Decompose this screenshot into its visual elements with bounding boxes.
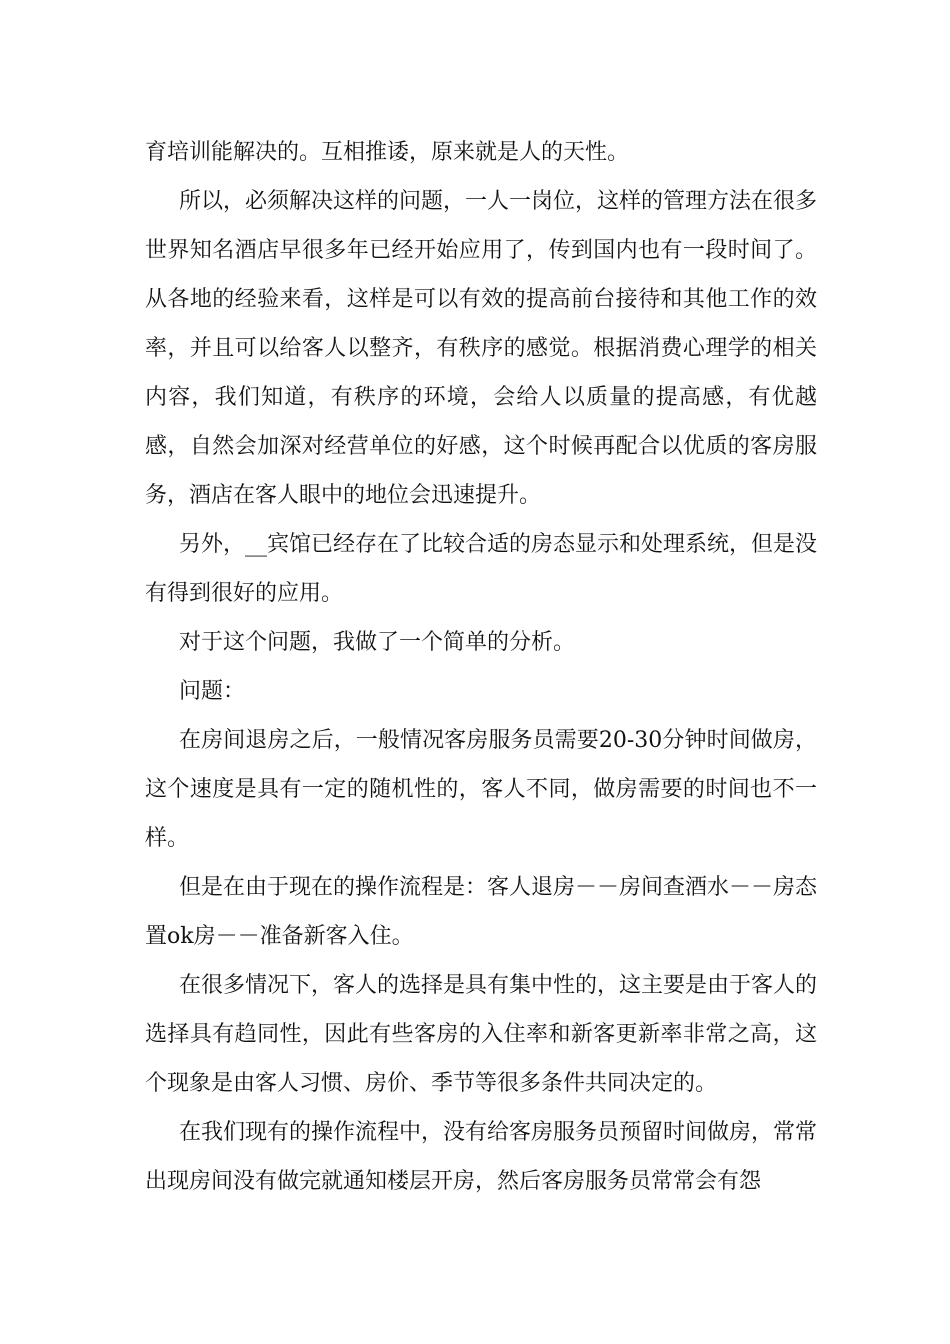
paragraph-9: 在我们现有的操作流程中，没有给客房服务员预留时间做房，常常出现房间没有做完就通知楼层开房，然后客房服务员常常会有怨 bbox=[145, 1120, 818, 1194]
paragraph-3: 另外，__宾馆已经存在了比较合适的房态显示和处理系统，但是没有得到很好的应用。 bbox=[145, 532, 818, 606]
paragraph-7: 但是在由于现在的操作流程是：客人退房－－房间查酒水－－房态置ok房－－准备新客入住。 bbox=[145, 875, 818, 949]
paragraph-2: 所以，必须解决这样的问题，一人一岗位，这样的管理方法在很多世界知名酒店早很多年已经开始应用了，传到国内也有一段时间了。从各地的经验来看，这样是可以有效的提高前台接待和其他工作的效率，并且可以给客人以整齐，有秩序的感觉。根据消费心理学的相关内容，我们知道，有秩序的环境，会给人以质量的提高感，有优越感，自然会加深对经营单位的好感，这个时候再配合以优质的客房服务，酒店在客人眼中的地位会迅速提升。 bbox=[145, 189, 818, 508]
document-body bbox=[145, 128, 817, 1206]
paragraph-6: 在房间退房之后，一般情况客房服务员需要20-30分钟时间做房，这个速度是具有一定的随机性的，客人不同，做房需要的时间也不一样。 bbox=[145, 728, 817, 851]
paragraph-1: 育培训能解决的。互相推诿，原来就是人的天性。 bbox=[145, 140, 630, 165]
paragraph-8: 在很多情况下，客人的选择是具有集中性的，这主要是由于客人的选择具有趋同性，因此有些客房的入住率和新客更新率非常之高，这个现象是由客人习惯、房价、季节等很多条件共同决定的。 bbox=[145, 973, 818, 1096]
paragraph-4: 对于这个问题，我做了一个简单的分析。 bbox=[179, 630, 576, 655]
paragraph-5: 问题： bbox=[179, 679, 246, 704]
